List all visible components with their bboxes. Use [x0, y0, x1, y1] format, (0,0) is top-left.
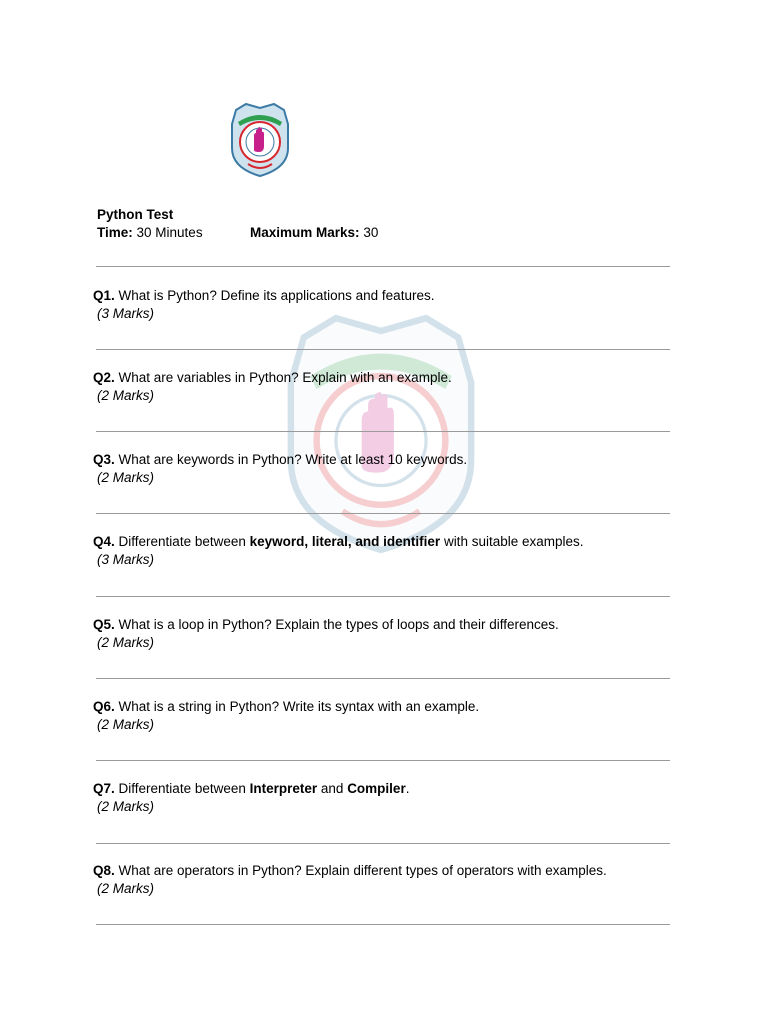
question-text	[93, 780, 409, 798]
question-number: Q8.	[93, 863, 115, 878]
question-text	[93, 287, 434, 305]
question-body-bold: keyword, literal, and identifier	[249, 534, 441, 549]
question-7	[93, 780, 409, 816]
question-marks: (2 Marks)	[97, 388, 154, 403]
question-body: What is a string in Python? Write its syntax with an example.	[118, 699, 480, 714]
question-body: Differentiate between	[118, 781, 250, 796]
question-number: Q1.	[93, 288, 115, 303]
max-marks-label: Maximum Marks:	[250, 225, 360, 240]
question-body: with suitable examples.	[440, 534, 584, 549]
divider	[96, 924, 670, 925]
question-body: What is Python? Define its applications and features.	[118, 288, 435, 303]
question-text	[93, 616, 559, 634]
question-number: Q2.	[93, 370, 115, 385]
question-body: What are operators in Python? Explain different types of operators with examples.	[118, 863, 607, 878]
divider	[96, 513, 670, 514]
question-body-bold: Compiler	[347, 781, 406, 796]
college-emblem-icon	[228, 102, 292, 178]
question-marks: (2 Marks)	[97, 635, 154, 650]
question-body: What are variables in Python? Explain with an example.	[118, 370, 452, 385]
question-text	[93, 862, 607, 880]
divider	[96, 266, 670, 267]
question-text	[93, 698, 479, 716]
question-2	[93, 369, 452, 405]
question-body: and	[317, 781, 348, 796]
question-text	[93, 451, 467, 469]
question-body: What is a loop in Python? Explain the types of loops and their differences.	[118, 617, 559, 632]
question-text	[93, 533, 584, 551]
max-marks-info	[250, 224, 378, 242]
time-label: Time:	[97, 225, 133, 240]
max-marks-value: 30	[363, 225, 379, 240]
question-marks: (2 Marks)	[97, 799, 154, 814]
divider	[96, 431, 670, 432]
question-5	[93, 616, 559, 652]
question-body: .	[405, 781, 410, 796]
divider	[96, 678, 670, 679]
test-info-row	[97, 224, 378, 242]
divider	[96, 843, 670, 844]
question-4	[93, 533, 584, 569]
question-1	[93, 287, 434, 323]
question-number: Q4.	[93, 534, 115, 549]
question-marks: (2 Marks)	[97, 470, 154, 485]
question-body: Differentiate between	[118, 534, 250, 549]
question-3	[93, 451, 467, 487]
question-marks: (2 Marks)	[97, 717, 154, 732]
time-info	[97, 224, 250, 242]
test-title: Python Test	[97, 207, 174, 222]
question-number: Q6.	[93, 699, 115, 714]
question-6	[93, 698, 479, 734]
question-body: What are keywords in Python? Write at least 10 keywords.	[118, 452, 468, 467]
question-marks: (3 Marks)	[97, 552, 154, 567]
question-marks: (2 Marks)	[97, 881, 154, 896]
test-header	[97, 206, 378, 242]
time-value: 30 Minutes	[136, 225, 203, 240]
question-body-bold: Interpreter	[249, 781, 318, 796]
emblem-watermark-icon	[278, 305, 484, 563]
divider	[96, 596, 670, 597]
question-number: Q5.	[93, 617, 115, 632]
question-8	[93, 862, 607, 898]
question-marks: (3 Marks)	[97, 306, 154, 321]
question-number: Q3.	[93, 452, 115, 467]
divider	[96, 349, 670, 350]
question-text	[93, 369, 452, 387]
question-number: Q7.	[93, 781, 115, 796]
divider	[96, 760, 670, 761]
